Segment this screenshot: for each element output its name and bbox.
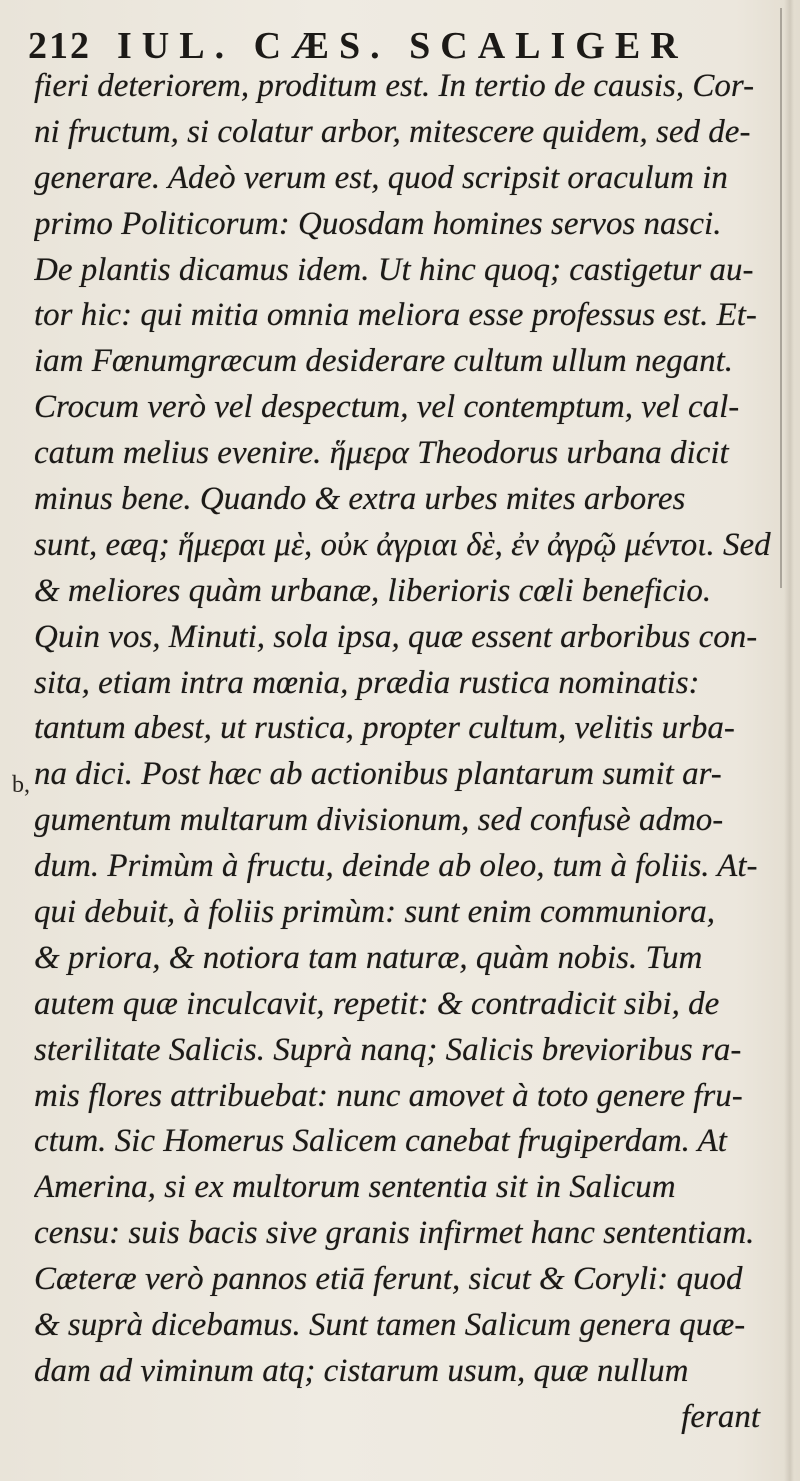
text-line: sita, etiam intra mœnia, prædia rustica nominatis: [34,664,700,701]
text-line: mis flores attribuebat: nunc amovet à toto genere fru- [34,1077,743,1114]
text-line: autem quæ inculcavit, repetit: & contradicit sibi, de [34,985,720,1022]
text-line: sunt, eæq; ἥμεραι μὲ, οὐκ ἀγριαι δὲ, ἐν ἀγρῷ μέντοι. Sed [34,526,771,563]
text-line: catum melius evenire. ἥμερα Theodorus urbana dicit [34,435,729,472]
text-line: Cæteræ verò pannos etiā ferunt, sicut & Coryli: quod [34,1261,743,1298]
text-line: primo Politicorum: Quosdam homines servos nasci. [34,205,722,242]
text-line: dam ad viminum atq; cistarum usum, quæ nullum [34,1352,689,1389]
page-number: 212 [28,25,91,67]
text-line: qui debuit, à foliis primùm: sunt enim communiora, [34,894,716,931]
text-line: censu: suis bacis sive granis infirmet hanc sententiam. [34,1215,755,1252]
text-line: & suprà dicebamus. Sunt tamen Salicum genera quæ- [34,1307,746,1344]
text-line: ni fructum, si colatur arbor, mitescere quidem, sed de- [34,113,751,150]
text-line: dum. Primùm à fructu, deinde ab oleo, tum à foliis. At- [34,848,758,885]
text-line: ctum. Sic Homerus Salicem canebat frugiperdam. At [34,1123,727,1160]
margin-note: b, [12,772,30,798]
text-line: & meliores quàm urbanæ, liberioris cœli beneficio. [34,572,712,609]
text-line: minus bene. Quando & extra urbes mites arbores [34,481,686,518]
text-line: Amerina, si ex multorum sententia sit in Salicum [34,1169,676,1206]
running-head [28,22,768,70]
text-line: iam Fœnumgræcum desiderare cultum ullum negant. [34,343,734,380]
text-line: Quin vos, Minuti, sola ipsa, quæ essent arboribus con- [34,618,758,655]
page-edge-shadow [784,0,794,1481]
text-line: fieri deteriorem, proditum est. In tertio de causis, Cor- [34,68,755,104]
text-line: Crocum verò vel despectum, vel contemptum, vel cal- [34,389,740,426]
running-head-title: IUL. CÆS. SCALIGER [117,25,688,67]
text-line: sterilitate Salicis. Suprà nanq; Salicis brevioribus ra- [34,1031,742,1068]
text-line: generare. Adeò verum est, quod scripsit oraculum in [34,159,728,196]
text-line: gumentum multarum divisionum, sed confusè admo- [34,802,724,839]
text-line: tor hic: qui mitia omnia meliora esse professus est. Et- [34,297,757,334]
text-line: na dici. Post hæc ab actionibus plantarum sumit ar- [34,756,722,793]
text-line: tantum abest, ut rustica, propter cultum, velitis urba- [34,710,735,747]
catchword: ferant [681,1398,760,1435]
text-line: De plantis dicamus idem. Ut hinc quoq; castigetur au- [34,251,754,288]
text-line: & priora, & notiora tam naturæ, quàm nobis. Tum [34,939,703,976]
body-text [34,64,774,1441]
page-edge-line [780,8,782,588]
